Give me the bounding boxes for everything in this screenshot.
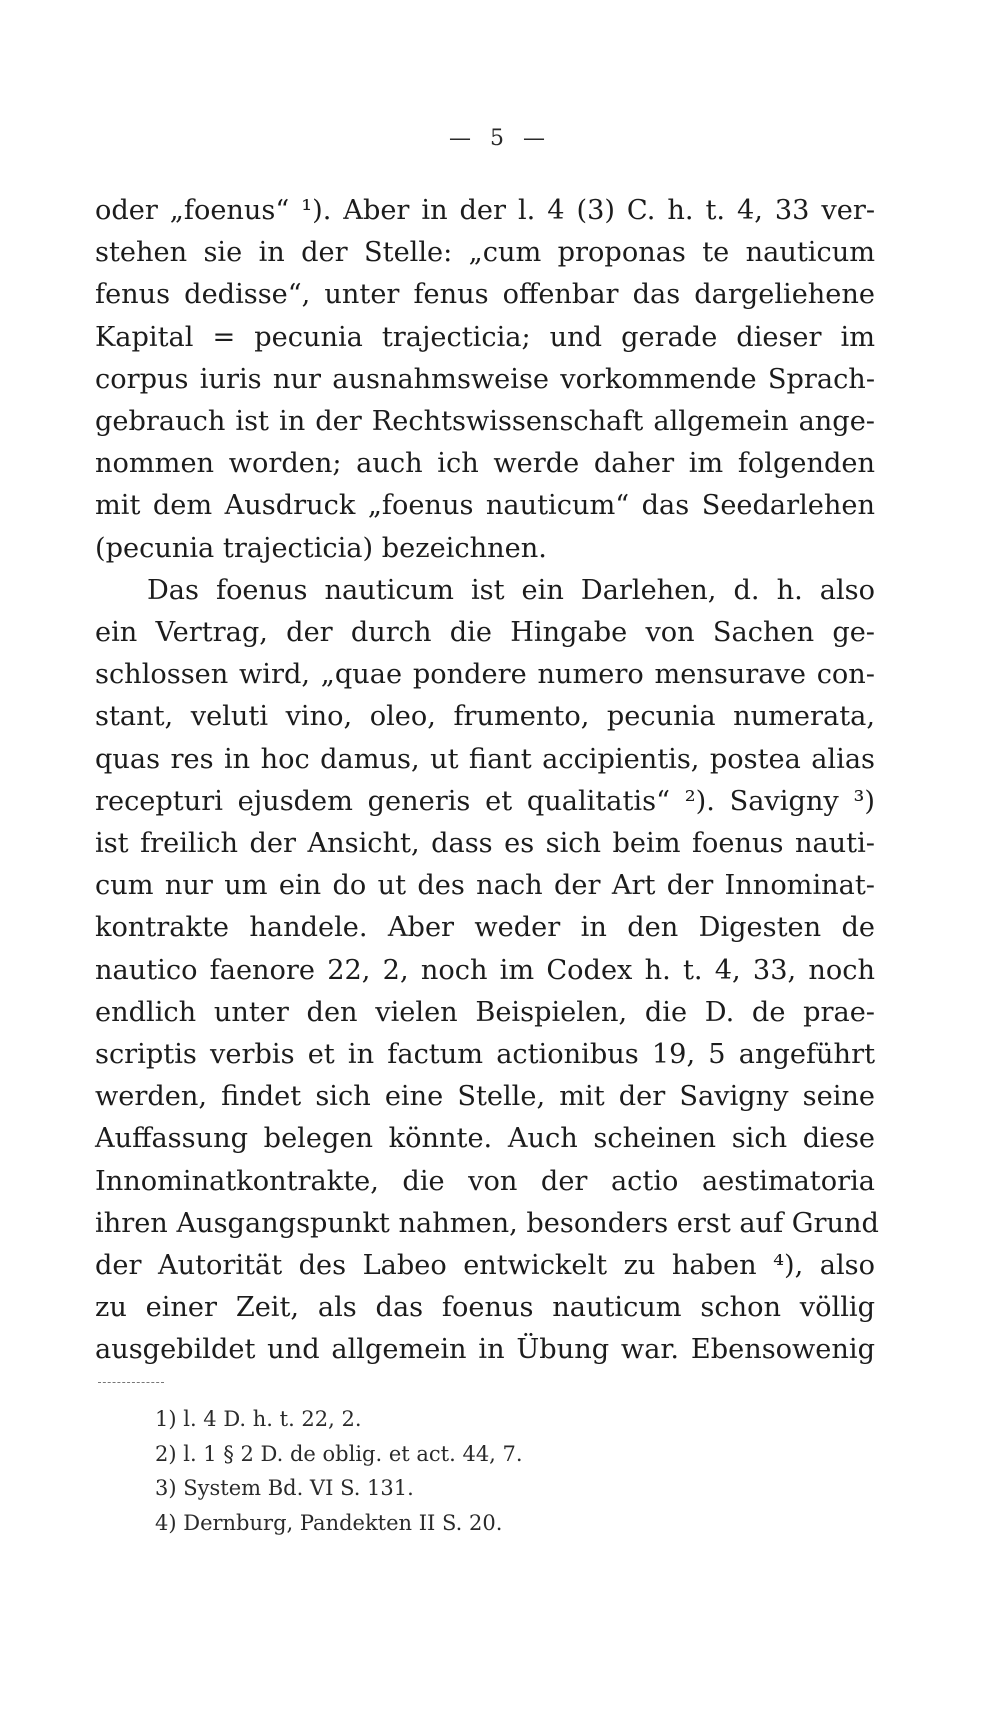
paragraph-start-line: Das foenus nauticum ist ein Darlehen, d. h. also [147,574,875,606]
text-line: werden, findet sich eine Stelle, mit der Savigny seine [95,1081,875,1113]
text-line: ausgebildet und allgemein in Übung war. Ebensowenig [95,1334,875,1366]
footnote: 2) l. 1 § 2 D. de oblig. et act. 44, 7. [155,1441,523,1466]
text-line: mit dem Ausdruck „foenus nauticum“ das Seedarlehen [95,490,875,522]
footnotes [155,1402,755,1540]
text-line: ein Vertrag, der durch die Hingabe von Sachen ge- [95,617,875,649]
text-line: Kapital = pecunia trajecticia; und gerade dieser im [95,321,875,353]
text-line: Auffassung belegen könnte. Auch scheinen sich diese [95,1123,875,1155]
footnote: 4) Dernburg, Pandekten II S. 20. [155,1510,503,1535]
page-number: — 5 — [449,126,551,151]
text-line: scriptis verbis et in factum actionibus 19, 5 angeführt [95,1039,875,1071]
text-line: kontrakte handele. Aber weder in den Digesten de [95,912,875,944]
footnote: 3) System Bd. VI S. 131. [155,1476,414,1500]
text-line: der Autorität des Labeo entwickelt zu haben ⁴), also [95,1250,875,1282]
text-line: corpus iuris nur ausnahmsweise vorkommende Sprach- [95,363,875,395]
text-line: schlossen wird, „quae pondere numero mensurave con- [95,659,875,691]
text-line: gebrauch ist in der Rechtswissenschaft allgemein ange- [95,406,875,438]
text-line: quas res in hoc damus, ut fiant accipientis, postea alias [95,743,875,775]
text-line: stant, veluti vino, oleo, frumento, pecunia numerata, [95,701,875,733]
footnote-divider [98,1382,164,1383]
text-line: zu einer Zeit, als das foenus nauticum schon völlig [95,1292,875,1324]
text-line: cum nur um ein do ut des nach der Art der Innominat- [95,870,875,902]
text-line: endlich unter den vielen Beispielen, die D. de prae- [95,996,875,1028]
footnote: 1) l. 4 D. h. t. 22, 2. [155,1407,362,1431]
text-line: fenus dedisse“, unter fenus offenbar das dargeliehene [95,279,875,311]
text-line: ihren Ausgangspunkt nahmen, besonders erst auf Grund [95,1207,879,1239]
body-text [95,190,879,1372]
text-line: recepturi ejusdem generis et qualitatis“ ²). Savigny ³) [95,785,875,817]
text-line: nommen worden; auch ich werde daher im folgenden [95,448,875,480]
text-line: ist freilich der Ansicht, dass es sich beim foenus nauti- [95,828,875,860]
text-line: Innominatkontrakte, die von der actio aestimatoria [95,1165,875,1197]
text-line: (pecunia trajecticia) bezeichnen. [95,532,547,564]
text-line: oder „foenus“ ¹). Aber in der l. 4 (3) C. h. t. 4, 33 ver- [95,195,875,226]
text-line: nautico faenore 22, 2, noch im Codex h. t. 4, 33, noch [95,954,875,986]
text-line: stehen sie in der Stelle: „cum proponas te nauticum [95,237,875,269]
